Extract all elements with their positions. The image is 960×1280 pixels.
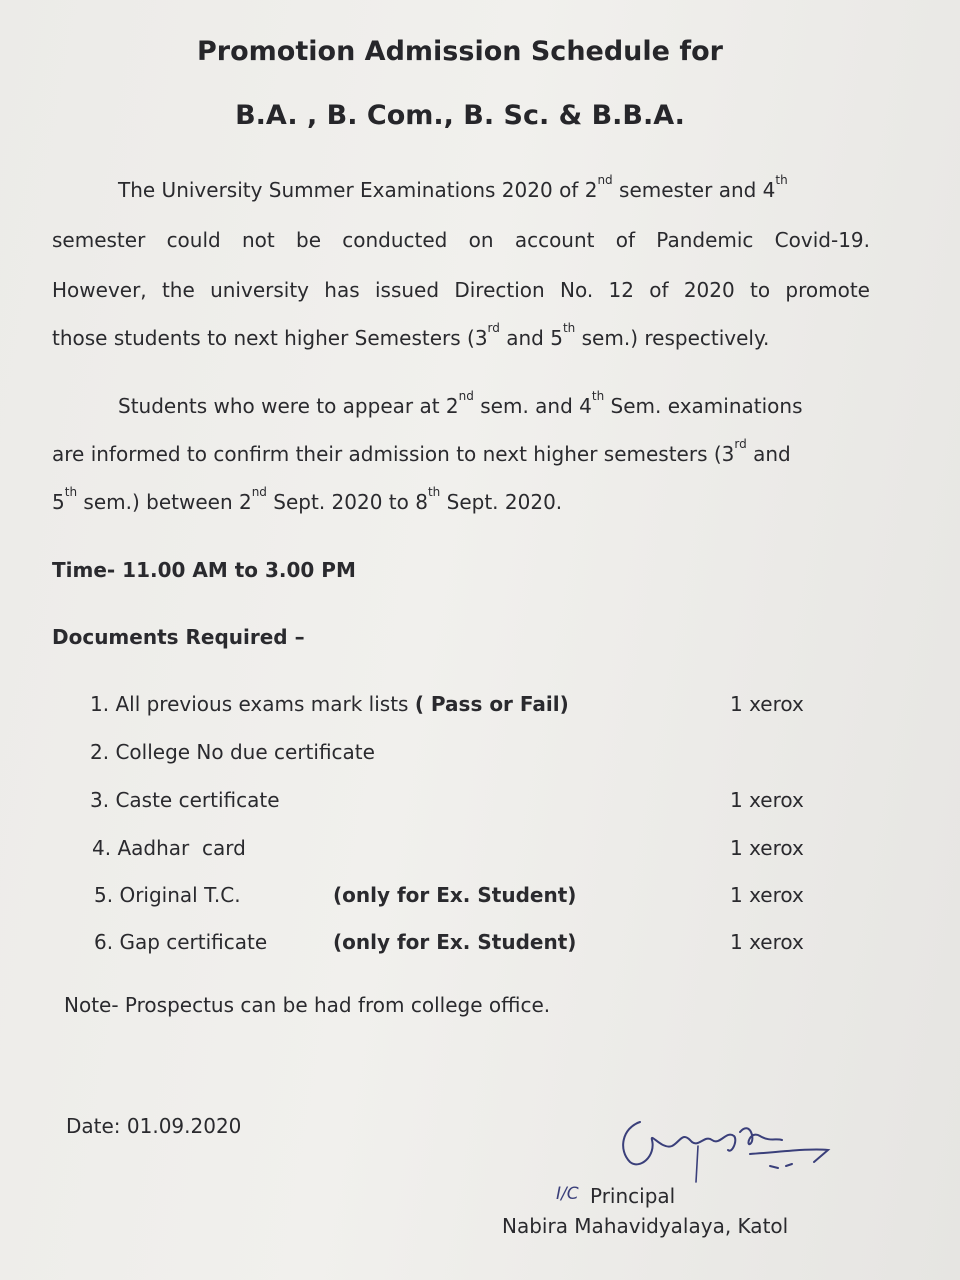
time-line: Time- 11.00 AM to 3.00 PM (52, 558, 356, 582)
item-number: 3. (90, 788, 110, 812)
superscript: nd (458, 389, 474, 403)
superscript: th (591, 389, 605, 403)
superscript: rd (487, 321, 500, 335)
superscript: nd (251, 485, 267, 499)
item-text: Aadhar card (117, 836, 246, 860)
item-number: 1. (90, 692, 110, 716)
para2-line1 (118, 389, 803, 418)
para1-line1 (118, 173, 788, 202)
para2-text: Sept. 2020 to 8 (266, 490, 428, 514)
para1-text: The University Summer Examinations 2020 of 2 (118, 178, 598, 202)
para2-text: Sem. examinations (604, 394, 803, 418)
superscript: rd (734, 437, 747, 451)
para1-line4 (52, 321, 770, 350)
signature-role: Principal (590, 1184, 676, 1208)
item-text: Gap certificate (119, 930, 268, 954)
para2-text: sem.) between 2 (77, 490, 252, 514)
item-text: All previous exams mark lists (115, 692, 415, 716)
para1-text: and 5 (499, 326, 563, 350)
para1-text: sem.) respectively. (575, 326, 770, 350)
superscript: th (427, 485, 441, 499)
item-note: (only for Ex. Student) (333, 883, 577, 907)
superscript: th (562, 321, 576, 335)
document-title: Promotion Admission Schedule for (197, 36, 723, 67)
para1-text: semester and 4 (612, 178, 776, 202)
item-copies: 1 xerox (730, 930, 804, 954)
signature-prefix: I/C (556, 1184, 579, 1204)
date-line: Date: 01.09.2020 (66, 1114, 242, 1138)
item-number: 5. (94, 883, 114, 907)
superscript: nd (597, 173, 613, 187)
document-item-6 (94, 930, 267, 954)
superscript: th (775, 173, 788, 187)
item-number: 2. (90, 740, 110, 764)
para2-line3 (52, 485, 563, 514)
item-text: College No due certificate (115, 740, 375, 764)
document-item-1 (90, 692, 569, 716)
item-text: Caste certificate (115, 788, 280, 812)
item-number: 6. (94, 930, 114, 954)
superscript: th (64, 485, 78, 499)
para2-text: sem. and 4 (473, 394, 592, 418)
note-line: Note- Prospectus can be had from college office. (64, 993, 551, 1017)
para1-line3: However, the university has issued Direction No. 12 of 2020 to promote (52, 278, 870, 302)
para2-text: Sept. 2020. (440, 490, 563, 514)
signature-image (600, 1110, 840, 1190)
para2-line2 (52, 437, 791, 466)
item-bold-text: ( Pass or Fail) (414, 692, 569, 716)
signature-institution: Nabira Mahavidyalaya, Katol (502, 1214, 789, 1238)
para2-text: are informed to confirm their admission to next higher semesters (3 (52, 442, 735, 466)
para1-text: those students to next higher Semesters (3 (52, 326, 488, 350)
document-subtitle: B.A. , B. Com., B. Sc. & B.B.A. (235, 100, 685, 131)
document-item-2 (90, 740, 375, 764)
para1-line2: semester could not be conducted on account of Pandemic Covid-19. (52, 228, 870, 252)
item-note: (only for Ex. Student) (333, 930, 577, 954)
document-item-3 (90, 788, 280, 812)
document-item-4 (92, 836, 246, 860)
item-text: Original T.C. (119, 883, 241, 907)
item-copies: 1 xerox (730, 836, 804, 860)
document-item-5 (94, 883, 241, 907)
documents-heading: Documents Required – (52, 625, 305, 649)
item-copies: 1 xerox (730, 692, 804, 716)
para2-text: and (746, 442, 791, 466)
para2-text: Students who were to appear at 2 (118, 394, 459, 418)
item-copies: 1 xerox (730, 788, 804, 812)
item-copies: 1 xerox (730, 883, 804, 907)
item-number: 4. (92, 836, 112, 860)
para2-text: 5 (52, 490, 65, 514)
